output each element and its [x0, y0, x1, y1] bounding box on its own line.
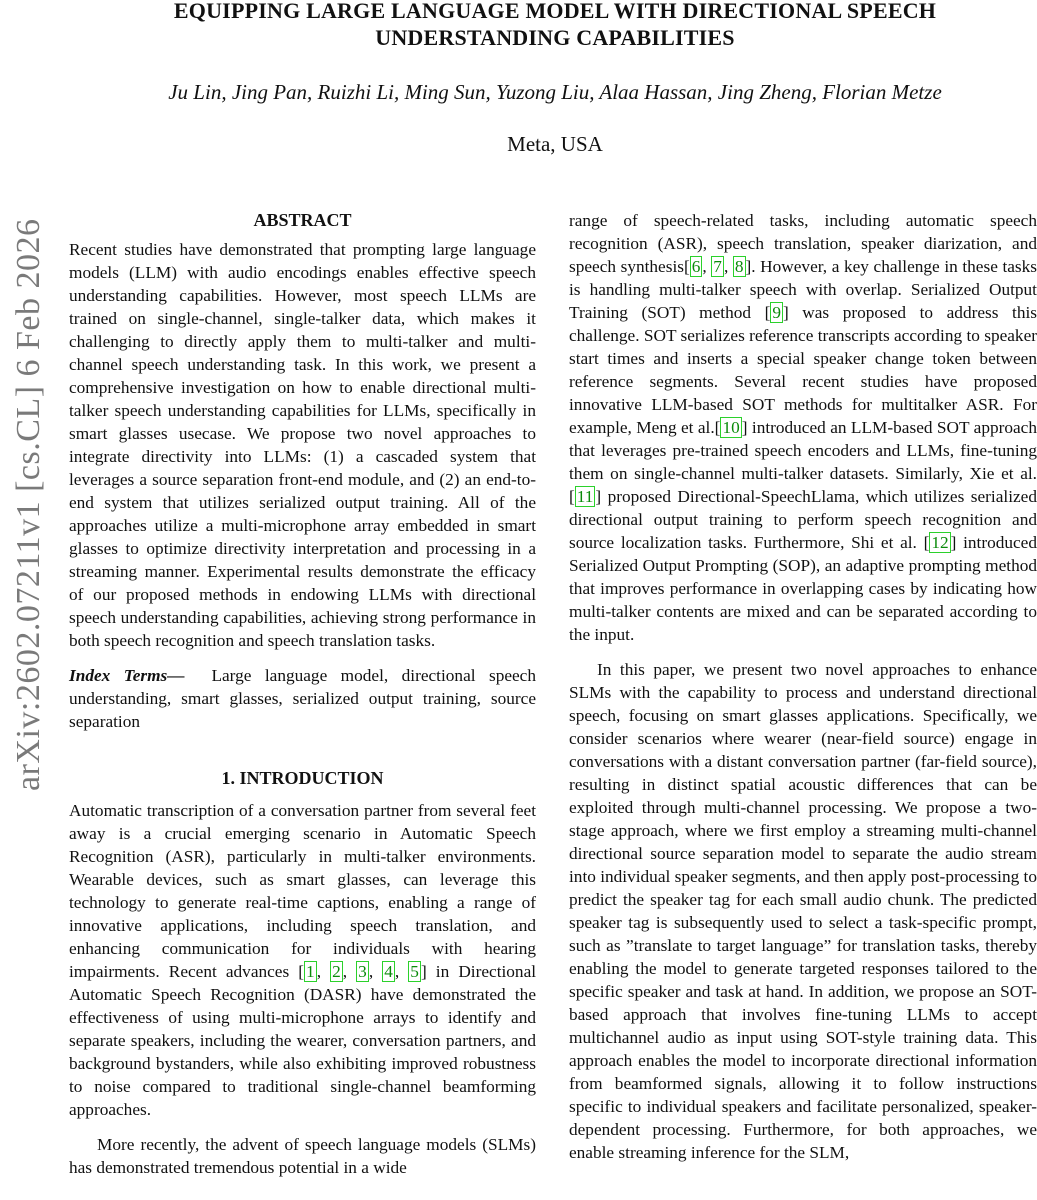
- citation-link[interactable]: 8: [734, 257, 744, 276]
- title-line-1: EQUIPPING LARGE LANGUAGE MODEL WITH DIRECTIONAL SPEECH: [173, 0, 937, 23]
- index-terms-label: Index Terms—: [69, 666, 185, 685]
- citation-link[interactable]: 11: [576, 487, 594, 506]
- intro-p1-part-a: Automatic transcription of a conversation partner from several feet away is a crucial emerging scenario in Automatic Speech Recognition (ASR), particularly in multi-talker environments. Wearable devices, such as smart glasses, can leverage this technology to generate real-time captions, enabling a range of innovative applications, including speech translation, and enhancing communication for individuals with hearing impairments. Recent advances [: [69, 801, 536, 981]
- paper-title: [0, 0, 1037, 51]
- citation-link[interactable]: 6: [691, 257, 701, 276]
- abstract-heading: ABSTRACT: [253, 210, 352, 230]
- intro-p2-part-5: ] proposed Directional-SpeechLlama, which utilizes serialized directional output training to perform speech recognition and source localization tasks. Furthermore, Shi et al. [: [569, 487, 1037, 552]
- abstract-text: Recent studies have demonstrated that prompting large language models (LLM) with audio encodings enables effective speech understanding capabilities. However, most speech LLMs are trained on single-channel, single-talker data, which makes it challenging to directly apply them to multi-talker and multi-channel speech understanding task. In this work, we present a comprehensive investigation on how to enable directional multi-talker speech understanding capabilities for LLMs, specifically in smart glasses usecase. We propose two novel approaches to integrate directivity into LLMs: (1) a cascaded system that leverages a source separation front-end module, and (2) an end-to-end system that utilizes serialized output training. All of the approaches utilize a multi-microphone array embedded in smart glasses to optimize directivity interpretation and processing in a streaming manner. Experimental results demonstrate the efficacy of our proposed methods in endowing LLMs with directional speech understanding capabilities, achieving strong performance in both speech recognition and speech translation tasks.: [69, 240, 536, 650]
- intro-paragraph-1: Automatic transcription of a conversation partner from several feet away is a crucial emerging scenario in Automatic Speech Recognition (ASR), particularly in multi-talker environments. Wearable devices, such as smart glasses, can leverage this technology to generate real-time captions, enabling a range of innovative applications, including speech translation, and enhancing communication for individuals with hearing impairments. Recent advances [ 1 , 2 , 3 , 4 , 5 ] in Directional Automatic Speech Recognition (DASR) have demonstrated the effectiveness of using multi-microphone arrays to identify and separate speakers, including the wearer, conversation partners, and background bystanders, while also exhibiting improved robustness to noise compared to traditional single-channel beamforming approaches.: [69, 801, 537, 1119]
- citation-link[interactable]: 9: [772, 303, 781, 322]
- intro-p2-part-6: ] introduced Serialized Output Prompting (SOP), an adaptive prompting method that improves performance in overlapping cases by indicating how multi-talker contents are mixed and can be separated according to the input.: [569, 533, 1037, 644]
- citation-link[interactable]: 3: [358, 962, 367, 981]
- intro-paragraph-2-start: More recently, the advent of speech language models (SLMs) has demonstrated tremendous potential in a wide: [69, 1135, 536, 1177]
- intro-p2-part-1: range of speech-related tasks, including automatic speech recognition (ASR), speech translation, speaker diarization, and speech synthesis[: [569, 211, 1037, 276]
- intro-p2-part-4: ] introduced an LLM-based SOT approach that leverages pre-trained speech encoders and LLMs, fine-tuning them on single-channel multi-talker datasets. Similarly, Xie et al.[: [569, 418, 1037, 506]
- citation-link[interactable]: 5: [410, 962, 419, 981]
- intro-paragraph-2-continued: range of speech-related tasks, including automatic speech recognition (ASR), speech translation, speaker diarization, and speech synthesis[ 6 , 7 , 8 ]. However, a key challenge in these tasks is handling multi-talker speech with overlap. Serialized Output Training (SOT) method [ 9 ] was proposed to address this challenge. SOT serializes reference transcripts according to speaker start times and inserts a special speaker change token between reference segments. Several recent studies have proposed innovative LLM-based SOT methods for multitalker ASR. For example, Meng et al.[ 10 ] introduced an LLM-based SOT approach that leverages pre-trained speech encoders and LLMs, fine-tuning them on single-channel multi-talker datasets. Similarly, Xie et al.[ 11 ] proposed Directional-SpeechLlama, which utilizes serialized directional output training to perform speech recognition and source localization tasks. Furthermore, Shi et al. [ 12 ] introduced Serialized Output Prompting (SOP), an adaptive prompting method that improves performance in overlapping cases by indicating how multi-talker contents are mixed and can be separated according to the input.: [569, 211, 1037, 644]
- title-line-2: UNDERSTANDING CAPABILITIES: [375, 25, 735, 50]
- citation-link[interactable]: 4: [384, 962, 393, 981]
- citation-link[interactable]: 7: [713, 257, 722, 276]
- citation-link[interactable]: 12: [931, 533, 949, 552]
- affiliation: Meta, USA: [507, 132, 603, 156]
- index-terms: [69, 664, 536, 733]
- intro-p2-part-2: ]. However, a key challenge in these tasks is handling multi-talker speech with overlap. Serialized Output Training (SOT) method [: [569, 257, 1037, 322]
- citation-link[interactable]: 10: [722, 418, 740, 437]
- intro-p1-part-b: ] in Directional Automatic Speech Recognition (DASR) have demonstrated the effectiveness of using multi-microphone arrays to identify and separate speakers, including the wearer, conversation partners, and background bystanders, while also exhibiting improved robustness to noise compared to traditional single-channel beamforming approaches.: [69, 962, 537, 1119]
- author-list: Ju Lin, Jing Pan, Ruizhi Li, Ming Sun, Yuzong Liu, Alaa Hassan, Jing Zheng, Florian Metze: [168, 80, 942, 104]
- arxiv-side-stamp: arXiv:2602.07211v1 [cs.CL] 6 Feb 2026: [10, 218, 47, 791]
- intro-p2-part-3: ] was proposed to address this challenge. SOT serializes reference transcripts according to speaker start times and inserts a special speaker change token between reference segments. Several recent studies have proposed innovative LLM-based SOT methods for multitalker ASR. For example, Meng et al.[: [569, 303, 1037, 437]
- right-column: [569, 209, 1037, 1164]
- left-column: [69, 209, 536, 1179]
- intro-paragraph-3: In this paper, we present two novel approaches to enhance SLMs with the capability to process and understand directional speech, focusing on smart glasses applications. Specifically, we consider scenarios where wearer (near-field source) engage in conversations with a distant conversation partner (far-field source), resulting in distinct spatial acoustic differences that can be exploited through multi-channel processing. We propose a two-stage approach, where we first employ a streaming multi-channel directional source separation model to separate the audio stream into individual speaker segments, and then apply post-processing to predict the speaker tag for each small audio chunk. The predicted speaker tag is subsequently used to select a task-specific prompt, such as ”translate to target language” for translation tasks, thereby enabling the model to generate targeted responses tailored to the specific speaker and task at hand. In addition, we propose an SOT-based approach that involves fine-tuning LLMs to accept multichannel audio as input using SOT-style training data. This approach enables the model to incorporate directional information from beamformed signals, allowing it to follow instructions specific to individual speakers and facilitate personalized, speaker-dependent processing. Furthermore, for both approaches, we enable streaming inference for the SLM,: [569, 660, 1037, 1162]
- intro-heading: 1. INTRODUCTION: [221, 768, 384, 788]
- citation-link[interactable]: 2: [332, 962, 341, 981]
- index-terms-text: Large language model, directional speech understanding, smart glasses, serialized output training, source separation: [69, 666, 536, 731]
- citation-link[interactable]: 1: [306, 962, 315, 981]
